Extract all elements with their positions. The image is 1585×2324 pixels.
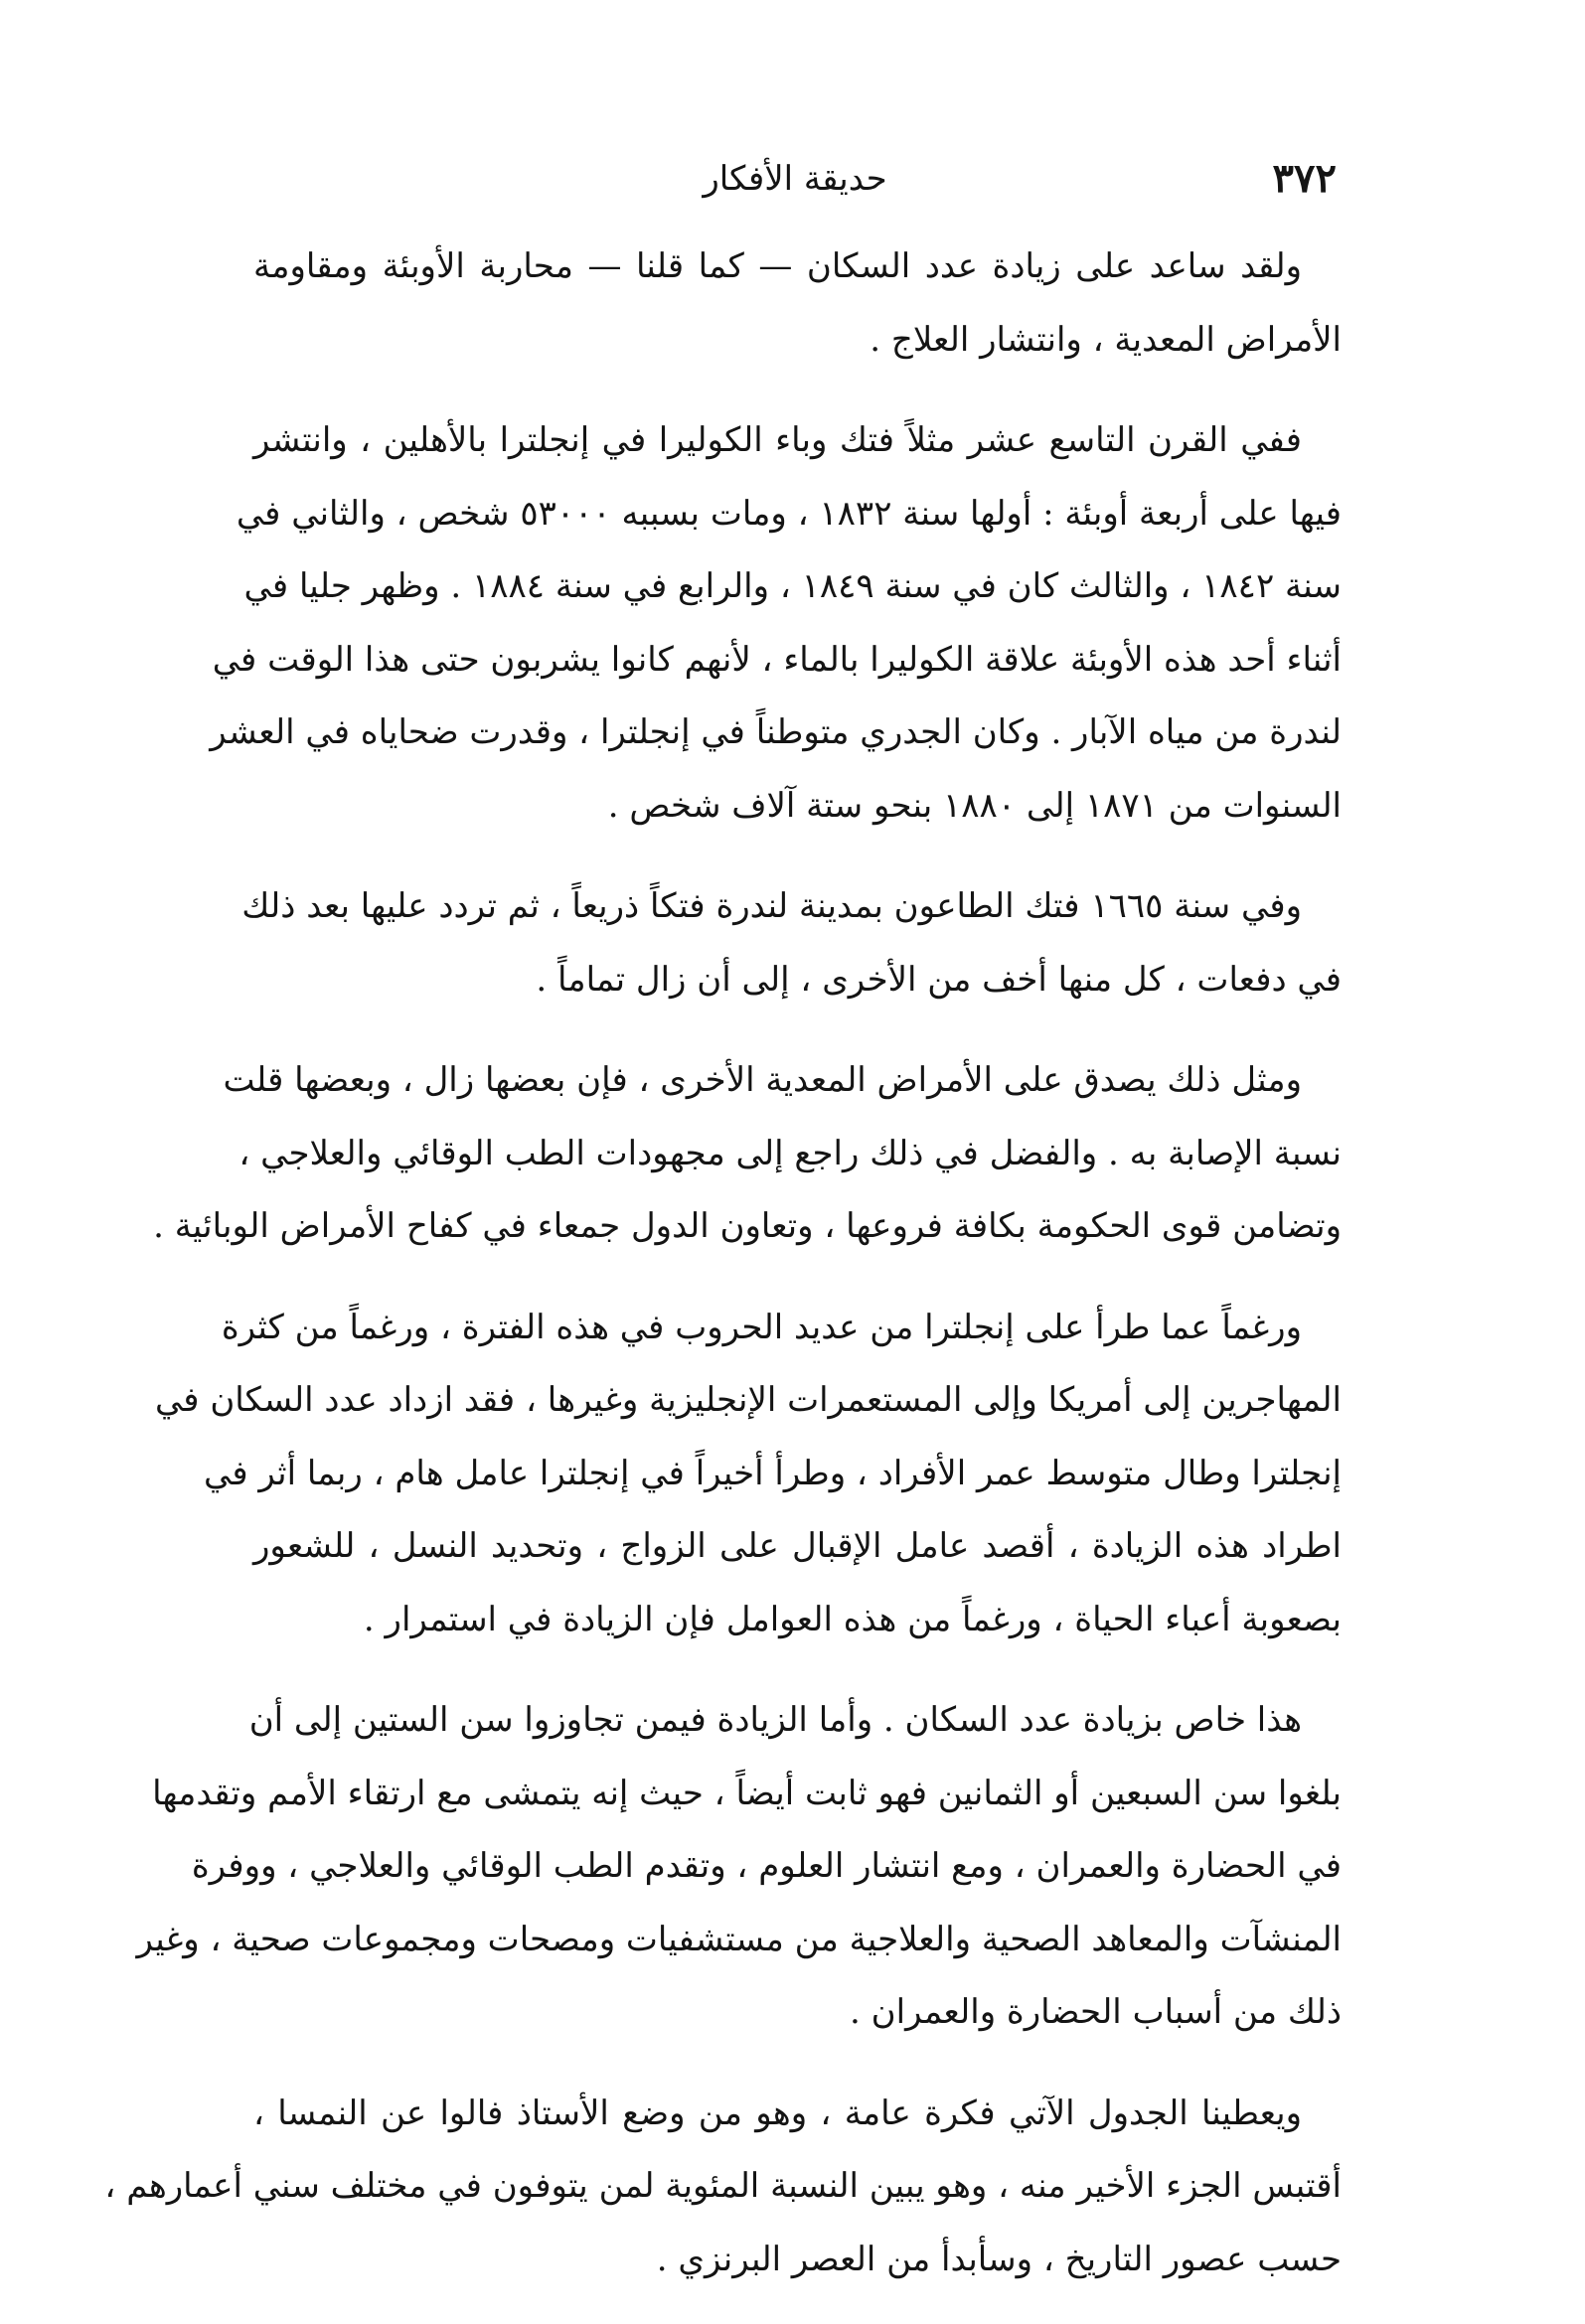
- text-line: وفي سنة ١٦٦٥ فتك الطاعون بمدينة لندرة فتكاً ذريعاً ، ثم تردد عليها بعد ذلك: [241, 886, 1302, 926]
- text-line: اطراد هذه الزيادة ، أقصد عامل الإقبال على الزواج ، وتحديد النسل ، للشعور: [253, 1526, 1342, 1566]
- text-line: ورغماً عما طرأ على إنجلترا من عديد الحروب في هذه الفترة ، ورغماً من كثرة: [221, 1307, 1302, 1347]
- book-title: حديقة الأفكار: [703, 159, 887, 199]
- paragraph: [136, 1684, 1342, 2050]
- text-line: السنوات من ١٨٧١ إلى ١٨٨٠ بنحو ستة آلاف شخص .: [607, 785, 1342, 826]
- text-line: ففي القرن التاسع عشر مثلاً فتك وباء الكوليرا في إنجلترا بالأهلين ، وانتشر: [253, 420, 1302, 460]
- paragraph: [154, 1292, 1342, 1657]
- text-line: أقتبس الجزء الأخير منه ، وهو يبين النسبة المئوية لمن يتوفون في مختلف سني أعمارهم ،: [104, 2166, 1342, 2206]
- text-line: لندرة من مياه الآبار . وكان الجدري متوطناً في إنجلترا ، وقدرت ضحاياه في العشر: [210, 712, 1342, 752]
- running-head: [253, 149, 1337, 209]
- text-line: بصعوبة أعباء الحياة ، ورغماً من هذه العوامل فإن الزيادة في استمرار .: [363, 1599, 1342, 1639]
- text-line: ولقد ساعد على زيادة عدد السكان — كما قلنا — محاربة الأوبئة ومقاومة: [253, 246, 1302, 286]
- text-line: ويعطينا الجدول الآتي فكرة عامة ، وهو من وضع الأستاذ فالوا عن النمسا ،: [253, 2092, 1302, 2133]
- text-line: في دفعات ، كل منها أخف من الأخرى ، إلى أن زال تماماً .: [536, 959, 1342, 1000]
- text-line: ومثل ذلك يصدق على الأمراض المعدية الأخرى ، فإن بعضها زال ، وبعضها قلت: [223, 1060, 1302, 1100]
- text-line: في الحضارة والعمران ، ومع انتشار العلوم ، وتقدم الطب الوقائي والعلاجي ، ووفرة: [191, 1846, 1342, 1886]
- page-number: ٣٧٢: [1272, 155, 1337, 202]
- paragraph: [153, 1044, 1342, 1264]
- text-line: سنة ١٨٤٢ ، والثالث كان في سنة ١٨٤٩ ، والرابع في سنة ١٨٨٤ . وظهر جليا في: [243, 566, 1342, 606]
- text-line: فيها على أربعة أوبئة : أولها سنة ١٨٣٢ ، ومات بسببه ٥٣٠٠٠ شخص ، والثاني في: [236, 493, 1342, 534]
- text-line: حسب عصور التاريخ ، وسأبدأ من العصر البرنزي .: [656, 2239, 1342, 2279]
- paragraph: [253, 231, 1342, 377]
- paragraph: [104, 2078, 1342, 2297]
- text-line: المنشآت والمعاهد الصحية والعلاجية من مستشفيات ومصحات ومجموعات صحية ، وغير: [136, 1919, 1342, 1959]
- text-line: هذا خاص بزيادة عدد السكان . وأما الزيادة فيمن تجاوزوا سن الستين إلى أن: [248, 1700, 1302, 1740]
- text-line: الأمراض المعدية ، وانتشار العلاج .: [870, 319, 1342, 360]
- body-text: [104, 231, 1342, 2324]
- text-line: ذلك من أسباب الحضارة والعمران .: [850, 1992, 1342, 2032]
- text-line: وتضامن قوى الحكومة بكافة فروعها ، وتعاون الدول جمعاء في كفاح الأمراض الوبائية .: [153, 1206, 1342, 1246]
- text-line: نسبة الإصابة به . والفضل في ذلك راجع إلى مجهودات الطب الوقائي والعلاجي ،: [238, 1133, 1342, 1173]
- paragraph: [210, 404, 1342, 843]
- text-line: بلغوا سن السبعين أو الثمانين فهو ثابت أيضاً ، حيث إنه يتمشى مع ارتقاء الأمم وتقدمها: [152, 1773, 1342, 1813]
- paragraph: [241, 870, 1342, 1016]
- text-line: إنجلترا وطال متوسط عمر الأفراد ، وطرأ أخيراً في إنجلترا عامل هام ، ربما أثر في: [203, 1453, 1342, 1493]
- text-line: أثناء أحد هذه الأوبئة علاقة الكوليرا بالماء ، لأنهم كانوا يشربون حتى هذا الوقت في: [212, 639, 1342, 680]
- text-line: المهاجرين إلى أمريكا وإلى المستعمرات الإنجليزية وغيرها ، فقد ازداد عدد السكان في: [154, 1380, 1342, 1420]
